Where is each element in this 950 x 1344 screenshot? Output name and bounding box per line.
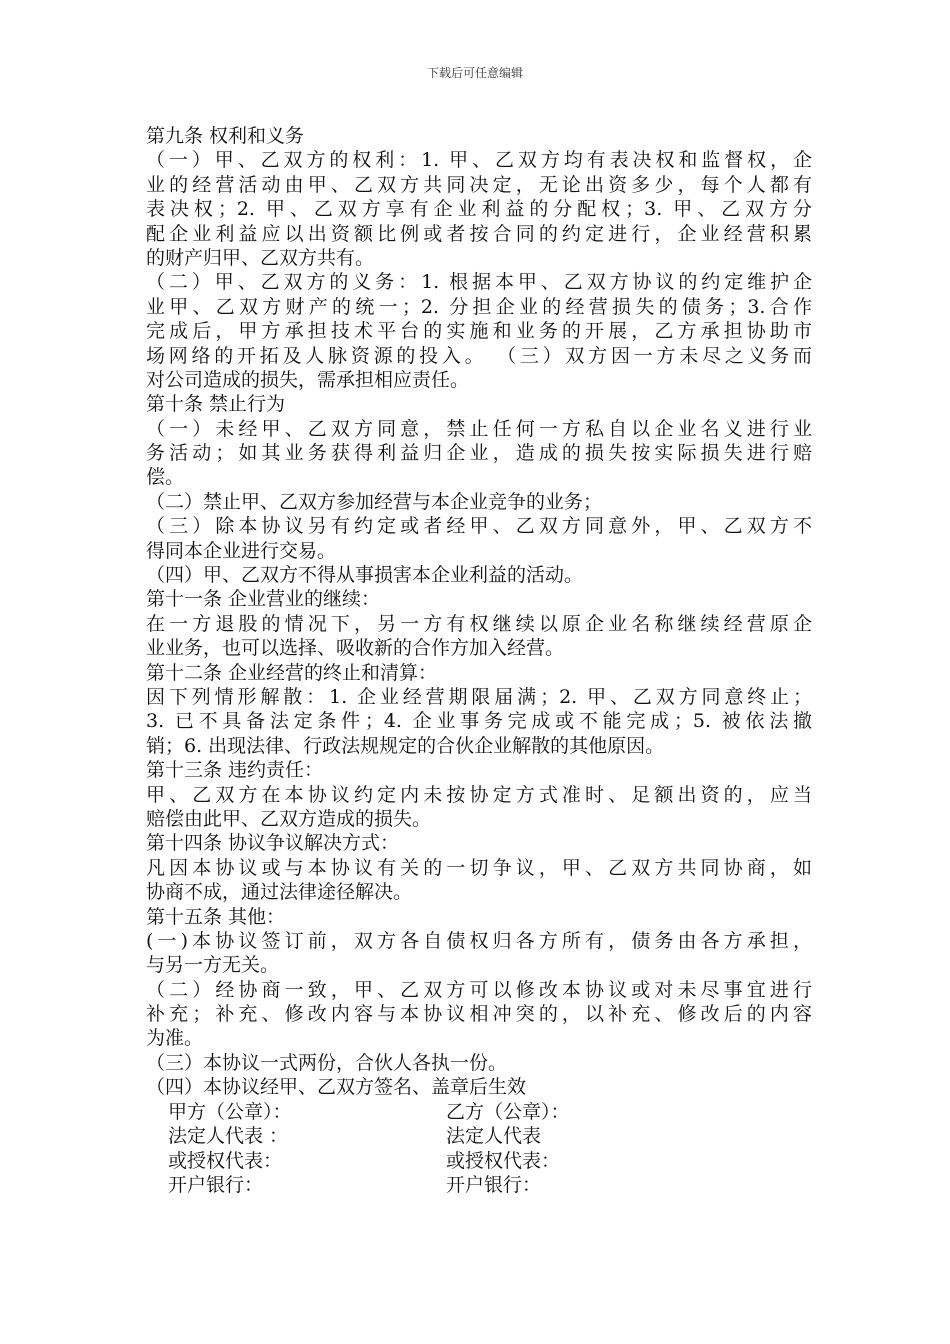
signature-label-party-b: 乙方（公章）： bbox=[446, 1101, 570, 1123]
text-line: 第十五条 其他： bbox=[146, 905, 286, 928]
signature-label-party-b: 法定人代表 bbox=[446, 1125, 542, 1148]
signature-label-party-a: 法定人代表 ： bbox=[168, 1125, 289, 1148]
text-line: 第十一条 企业营业的继续： bbox=[146, 588, 381, 611]
text-line: 得同本企业进行交易。 bbox=[146, 539, 337, 562]
text-line: （一）甲、乙双方的权利：1. 甲、乙双方均有表决权和监督权，企 bbox=[146, 149, 812, 172]
signature-label-party-a: 开户银行： bbox=[168, 1174, 264, 1197]
text-line: （二）甲、乙双方的义务：1. 根据本甲、乙双方协议的约定维护企 bbox=[146, 271, 812, 294]
signature-label-party-b: 或授权代表： bbox=[446, 1149, 561, 1172]
text-line: 第十四条 协议争议解决方式： bbox=[146, 832, 400, 855]
text-line: 第十条 禁止行为 bbox=[146, 393, 286, 416]
text-line: 业甲、乙双方财产的统一；2. 分担企业的经营损失的债务；3.合作 bbox=[146, 295, 812, 318]
text-line: 在一方退股的情况下，另一方有权继续以原企业名称继续经营原企 bbox=[146, 612, 812, 635]
signature-row bbox=[146, 1173, 812, 1197]
signature-label-party-a: 甲方（公章）： bbox=[168, 1101, 292, 1123]
text-line: 第十三条 违约责任： bbox=[146, 759, 324, 782]
text-line: 偿。 bbox=[146, 466, 185, 489]
text-line: 销；6. 出现法律、行政法规规定的合伙企业解散的其他原因。 bbox=[146, 734, 665, 757]
text-line: 补充；补充、修改内容与本协议相冲突的，以补充、修改后的内容 bbox=[146, 1003, 812, 1026]
page-header-note: 下载后可任意编辑 bbox=[426, 66, 523, 80]
text-line: 赔偿由此甲、乙双方造成的损失。 bbox=[146, 807, 432, 830]
text-line: （三）本协议一式两份，合伙人各执一份。 bbox=[146, 1051, 508, 1074]
text-line: 3. 已不具备法定条件；4. 企业事务完成或不能完成；5. 被依法撤 bbox=[146, 710, 812, 733]
text-line: 第九条 权利和义务 bbox=[146, 125, 305, 147]
text-line: （二）经协商一致，甲、乙双方可以修改本协议或对未尽事宜进行 bbox=[146, 978, 812, 1001]
signature-label-party-b: 开户银行： bbox=[446, 1174, 542, 1197]
text-line: 表决权；2. 甲、乙双方享有企业利益的分配权；3. 甲、乙双方分 bbox=[146, 198, 812, 221]
text-line: 场网络的开拓及人脉资源的投入。 （三）双方因一方未尽之义务而 bbox=[146, 344, 812, 367]
text-line: 因下列情形解散：1. 企业经营期限届满；2. 甲、乙双方同意终止； bbox=[146, 685, 812, 708]
text-line: 业的经营活动由甲、乙双方共同决定，无论出资多少，每个人都有 bbox=[146, 173, 812, 196]
text-line: 凡因本协议或与本协议有关的一切争议，甲、乙双方共同协商，如 bbox=[146, 856, 812, 879]
text-line: 甲、乙双方在本协议约定内未按协定方式准时、足额出资的，应当 bbox=[146, 783, 812, 806]
text-line: 对公司造成的损失，需承担相应责任。 bbox=[146, 368, 470, 391]
text-line: 务活动；如其业务获得利益归企业，造成的损失按实际损失进行赔 bbox=[146, 442, 812, 465]
signature-row bbox=[146, 1124, 812, 1148]
text-line: (一)本协议签订前，双方各自债权归各方所有，债务由各方承担， bbox=[146, 929, 812, 952]
text-line: 协商不成，通过法律途径解决。 bbox=[146, 881, 413, 904]
document-body bbox=[146, 124, 812, 1197]
text-line: （一）未经甲、乙双方同意，禁止任何一方私自以企业名义进行业 bbox=[146, 417, 812, 440]
text-line: 完成后，甲方承担技术平台的实施和业务的开展，乙方承担协助市 bbox=[146, 320, 812, 343]
text-line: （四）甲、乙双方不得从事损害本企业利益的活动。 bbox=[146, 564, 584, 587]
signature-row bbox=[146, 1100, 812, 1124]
text-line: （四）本协议经甲、乙双方签名、盖章后生效 bbox=[146, 1076, 527, 1099]
text-line: 的财产归甲、乙双方共有。 bbox=[146, 246, 375, 269]
text-line: （二）禁止甲、乙双方参加经营与本企业竞争的业务； bbox=[146, 490, 603, 513]
text-line: 第十二条 企业经营的终止和清算： bbox=[146, 661, 438, 684]
text-line: 业业务，也可以选择、吸收新的合作方加入经营。 bbox=[146, 637, 565, 660]
signature-label-party-a: 或授权代表： bbox=[168, 1149, 283, 1172]
signature-row bbox=[146, 1149, 812, 1173]
text-line: 配企业利益应以出资额比例或者按合同的约定进行，企业经营积累 bbox=[146, 222, 812, 245]
text-line: 为准。 bbox=[146, 1027, 204, 1050]
text-line: 与另一方无关。 bbox=[146, 954, 280, 977]
text-line: （三）除本协议另有约定或者经甲、乙双方同意外，甲、乙双方不 bbox=[146, 515, 812, 538]
